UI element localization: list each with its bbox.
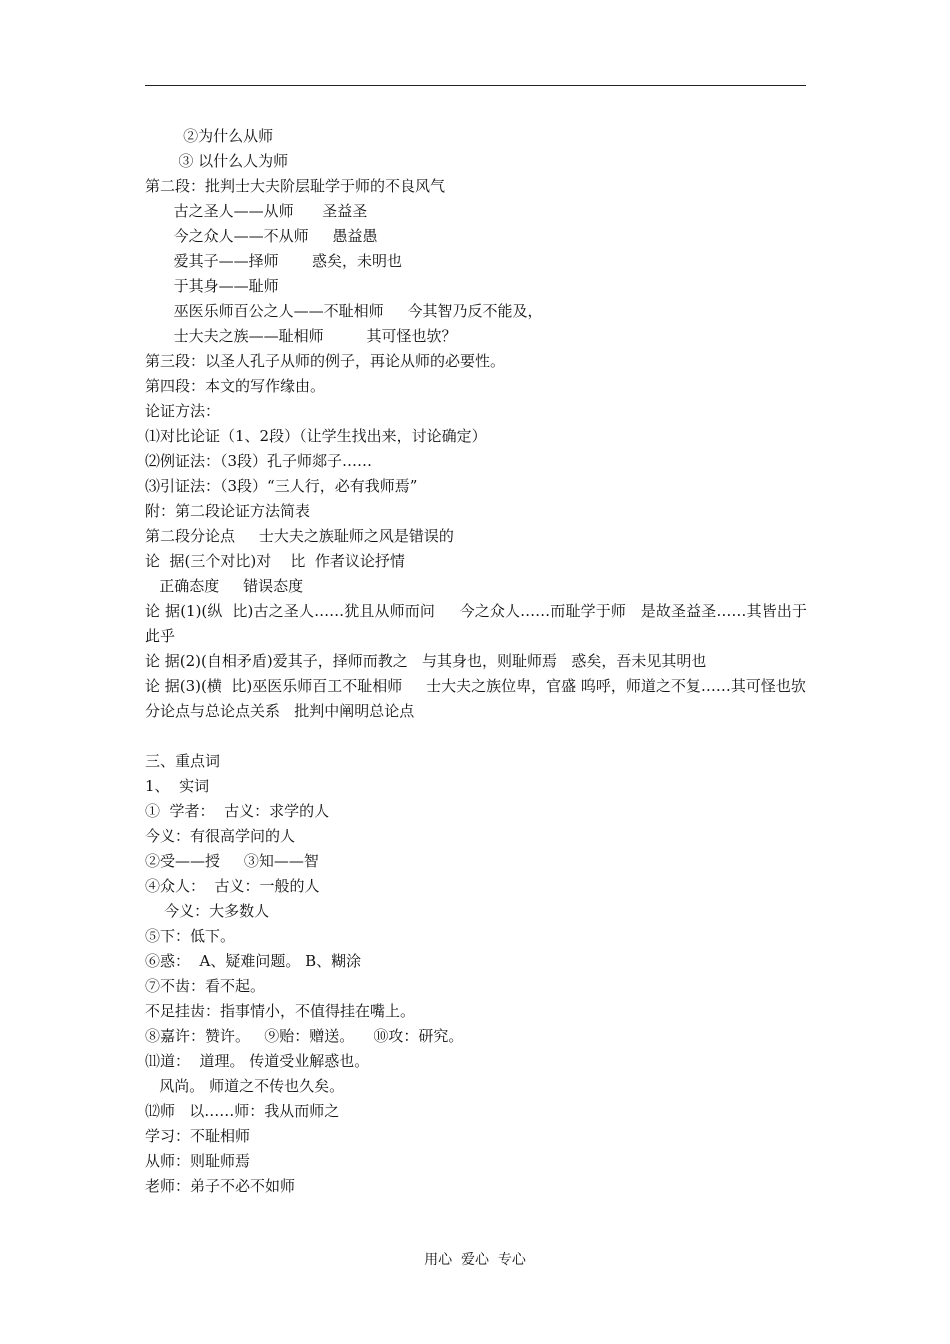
text-line: 老师：弟子不必不如师 [145,1177,296,1195]
section-heading: 第四段：本文的写作缘由。 [145,377,326,395]
text-line: 第二段分论点 士大夫之族耻师之风是错误的 [145,527,454,545]
list-item: ⑿师 以……师：我从而师之 [145,1102,340,1120]
list-item: ⑥惑： A、疑难问题。 B、糊涂 [145,952,362,970]
list-item: ⑴对比论证（1、2段）（让学生找出来，讨论确定） [145,427,487,445]
text-line: 正确态度 错误态度 [145,577,304,595]
text-line: 今之众人——不从师 愚益愚 [145,227,378,245]
list-item: ②受——授 ③知——智 [145,852,319,870]
text-line: 论 据(2)(自相矛盾)爱其子，择师而教之 与其身也，则耻师焉 惑矣，吾未见其明也 [145,652,707,670]
text-line: ③ 以什么人为师 [145,152,289,170]
text-line: 古之圣人——从师 圣益圣 [145,202,368,220]
text-line: 不足挂齿：指事情小，不值得挂在嘴上。 [145,1002,416,1020]
text-line: ②为什么从师 [145,127,274,145]
subsection-heading: 1、 实词 [145,777,210,795]
text-line: 学习：不耻相师 [145,1127,251,1145]
list-item: ④众人： 古义：一般的人 [145,877,320,895]
text-paragraph: 论 据(1)(纵 比)古之圣人……犹且从师而问 今之众人……而耻学于师 是故圣益圣……其皆出于此乎 [145,602,807,645]
section-heading: 第二段：批判士大夫阶层耻学于师的不良风气 [145,177,446,195]
header-rule [145,85,806,86]
list-item: ⑧嘉许：赞许。 ⑨贻：赠送。 ⑩攻：研究。 [145,1027,464,1045]
text-line: 从师：则耻师焉 [145,1152,251,1170]
text-line: 于其身——耻师 [145,277,279,295]
blank-line [145,724,807,749]
list-item: ⑶引证法：（3段）“三人行，必有我师焉” [145,477,418,495]
text-line: 士大夫之族——耻相师 其可怪也欤？ [145,327,457,345]
text-paragraph: 论 据(3)(横 比)巫医乐师百工不耻相师 士大夫之族位卑，官盛 呜呼，师道之不复……其可怪也欤 [145,677,806,695]
text-line: 分论点与总论点关系 批判中阐明总论点 [145,702,415,720]
list-item: ⑵例证法：（3段）孔子师郯子…… [145,452,373,470]
text-line: 今义：大多数人 [145,902,270,920]
list-item: ① 学者： 古义：求学的人 [145,802,330,820]
page-footer: 用心 爱心 专心 [424,1252,526,1268]
text-line: 风尚。 师道之不传也久矣。 [145,1077,345,1095]
list-item: ⑦不齿：看不起。 [145,977,266,995]
section-heading: 第三段：以圣人孔子从师的例子，再论从师的必要性。 [145,352,506,370]
text-line: 今义：有很高学问的人 [145,827,296,845]
text-line: 论证方法： [145,402,221,420]
section-heading: 三、重点词 [145,752,221,770]
text-line: 附：第二段论证方法简表 [145,502,311,520]
text-line: 巫医乐师百公之人——不耻相师 今其智乃反不能及， [145,302,543,320]
document-body [145,124,807,1199]
text-line: 论 据(三个对比)对 比 作者议论抒情 [145,552,405,570]
list-item: ⑾道： 道理。 传道受业解惑也。 [145,1052,370,1070]
text-line: 爱其子——择师 惑矣，未明也 [145,252,402,270]
list-item: ⑤下：低下。 [145,927,236,945]
